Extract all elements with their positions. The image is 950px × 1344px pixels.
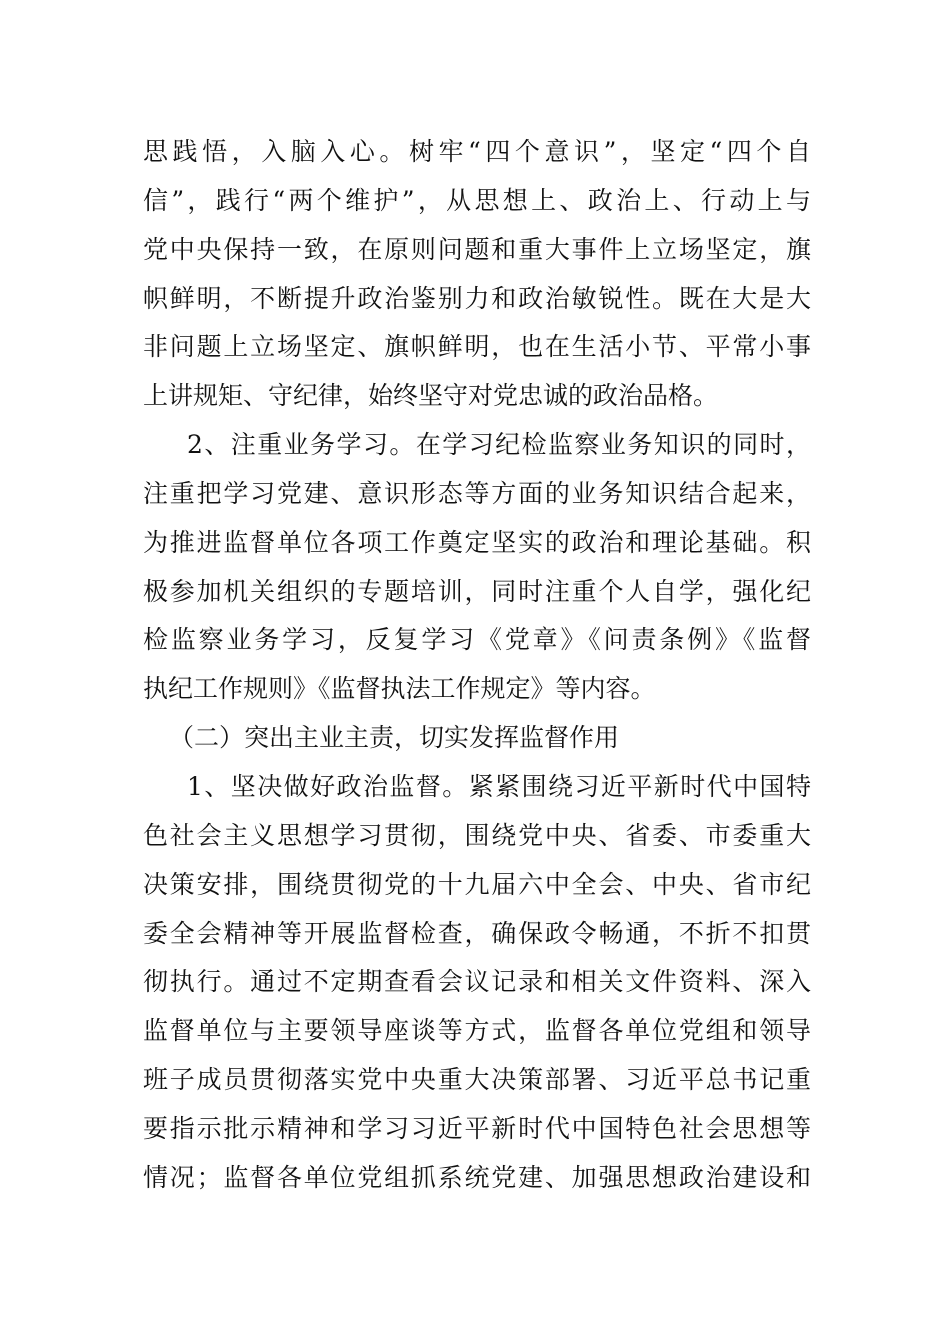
text-line: 要指示批示精神和学习习近平新时代中国特色社会思想等	[143, 1113, 811, 1143]
text-line: 检监察业务学习，反复学习《党章》《问责条例》《监督	[143, 625, 811, 655]
text-line: 帜鲜明，不断提升政治鉴别力和政治敏锐性。既在大是大	[143, 283, 811, 313]
text-line: 非问题上立场坚定、旗帜鲜明，也在生活小节、平常小事	[143, 332, 811, 362]
document-body	[143, 128, 811, 1203]
text-line: 上讲规矩、守纪律，始终坚守对党忠诚的政治品格。	[143, 381, 719, 411]
text-line: 信”，践行“两个维护”，从思想上、政治上、行动上与	[143, 185, 811, 215]
text-line: 彻执行。通过不定期查看会议记录和相关文件资料、深入	[143, 967, 811, 997]
text-line: 极参加机关组织的专题培训，同时注重个人自学，强化纪	[143, 576, 811, 606]
text-line: 党中央保持一致，在原则问题和重大事件上立场坚定，旗	[143, 234, 811, 264]
text-line: 思践悟，入脑入心。树牢“四个意识”，坚定“四个自	[143, 137, 811, 166]
text-line: 执纪工作规则》《监督执法工作规定》等内容。	[143, 674, 656, 704]
text-line: 委全会精神等开展监督检查，确保政令畅通，不折不扣贯	[143, 918, 811, 948]
paragraph-heading-line: 2、注重业务学习。在学习纪检监察业务知识的同时，	[187, 430, 811, 460]
section-heading: （二）突出主业主责，切实发挥监督作用	[169, 723, 620, 753]
text-line: 决策安排，围绕贯彻党的十九届六中全会、中央、省市纪	[143, 869, 811, 899]
text-line: 为推进监督单位各项工作奠定坚实的政治和理论基础。积	[143, 527, 811, 557]
text-line: 色社会主义思想学习贯彻，围绕党中央、省委、市委重大	[143, 820, 811, 850]
text-line: 班子成员贯彻落实党中央重大决策部署、习近平总书记重	[143, 1065, 811, 1095]
paragraph-heading-line: 1、坚决做好政治监督。紧紧围绕习近平新时代中国特	[187, 771, 811, 801]
text-line: 情况；监督各单位党组抓系统党建、加强思想政治建设和	[143, 1162, 811, 1192]
text-line: 注重把学习党建、意识形态等方面的业务知识结合起来，	[143, 478, 811, 508]
text-line: 监督单位与主要领导座谈等方式，监督各单位党组和领导	[143, 1016, 811, 1046]
